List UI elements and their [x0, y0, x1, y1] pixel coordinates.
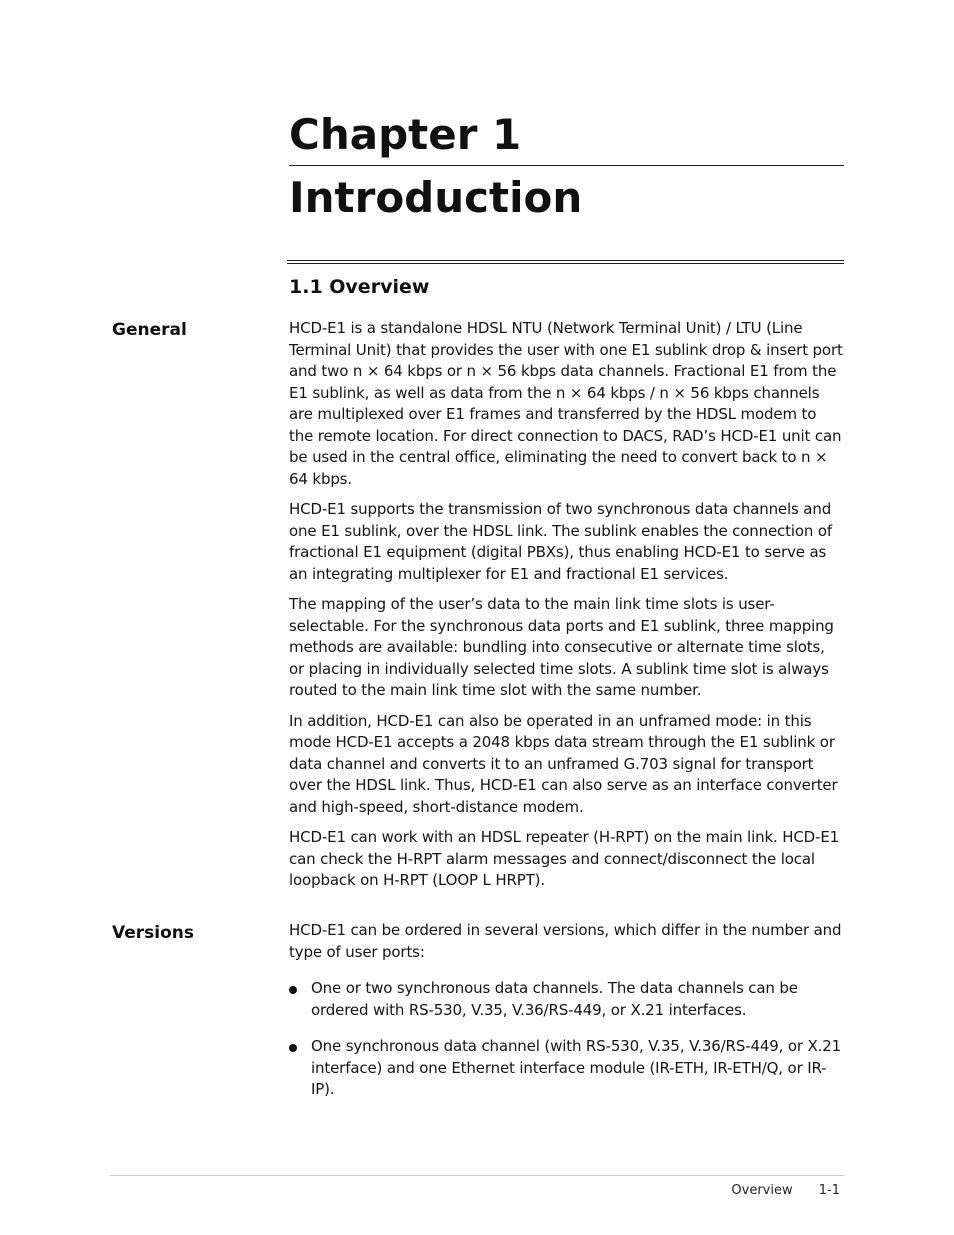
footer-page-number: 1-1 [818, 1183, 840, 1198]
list-item [289, 1036, 844, 1101]
general-paragraph-3: The mapping of the user’s data to the main link time slots is user-selectable. For the synchronous data ports and E1 sublink, three mapping methods are available: bundling into consecutive or alternate time slots, or placing in individually selected time slots. A sublink time slot is always routed to the main link time slot with the same number. [289, 595, 834, 699]
chapter-divider [289, 165, 844, 166]
general-paragraph-5: HCD-E1 can work with an HDSL repeater (H-RPT) on the main link. HCD-E1 can check the H-RPT alarm messages and connect/disconnect the local loopback on H-RPT (LOOP L HRPT). [289, 828, 840, 889]
chapter-double-rule [287, 260, 844, 264]
general-body [289, 318, 844, 901]
page-footer [731, 1182, 840, 1200]
versions-intro: HCD-E1 can be ordered in several versions, which differ in the number and type of user ports: [289, 921, 842, 961]
chapter-title: Introduction [289, 173, 583, 222]
footer-section-name: Overview [731, 1183, 793, 1198]
general-paragraph-1: HCD-E1 is a standalone HDSL NTU (Network Terminal Unit) / LTU (Line Terminal Unit) that provides the user with one E1 sublink drop & insert port and two n × 64 kbps or n × 56 kbps data channels. Fractional E1 from the E1 sublink, as well as data from the n × 64 kbps / n × 56 kbps channels are multiplexed over E1 frames and transferred by the HDSL modem to the remote location. For direct connection to DACS, RAD’s HCD-E1 unit can be used in the central office, eliminating the need to convert back to n × 64 kbps. [289, 319, 843, 488]
general-paragraph-4: In addition, HCD-E1 can also be operated in an unframed mode: in this mode HCD-E1 accepts a 2048 kbps data stream through the E1 sublink or data channel and converts it to an unframed G.703 signal for transport over the HDSL link. Thus, HCD-E1 can also serve as an interface converter and high-speed, short-distance modem. [289, 711, 838, 816]
list-item [289, 978, 844, 1021]
general-label: General [112, 320, 187, 340]
footer-divider [110, 1175, 844, 1176]
list-item-text: One or two synchronous data channels. The data channels can be ordered with RS-530, V.35, V.36/RS-449, or X.21 interfaces. [311, 979, 798, 1019]
bullet-icon [289, 986, 297, 994]
general-paragraph-2: HCD-E1 supports the transmission of two synchronous data channels and one E1 sublink, over the HDSL link. The sublink enables the connection of fractional E1 equipment (digital PBXs), thus enabling HCD-E1 to serve as an integrating multiplexer for E1 and fractional E1 services. [289, 500, 833, 583]
versions-list [289, 978, 844, 1101]
versions-body [289, 920, 844, 1116]
section-heading: 1.1 Overview [289, 276, 430, 298]
versions-label: Versions [112, 923, 194, 943]
list-item-text: One synchronous data channel (with RS-530, V.35, V.36/RS-449, or X.21 interface) and one Ethernet interface module (IR-ETH, IR-ETH/Q, or IR-IP). [311, 1037, 842, 1098]
chapter-label: Chapter 1 [289, 110, 522, 159]
bullet-icon [289, 1044, 297, 1052]
